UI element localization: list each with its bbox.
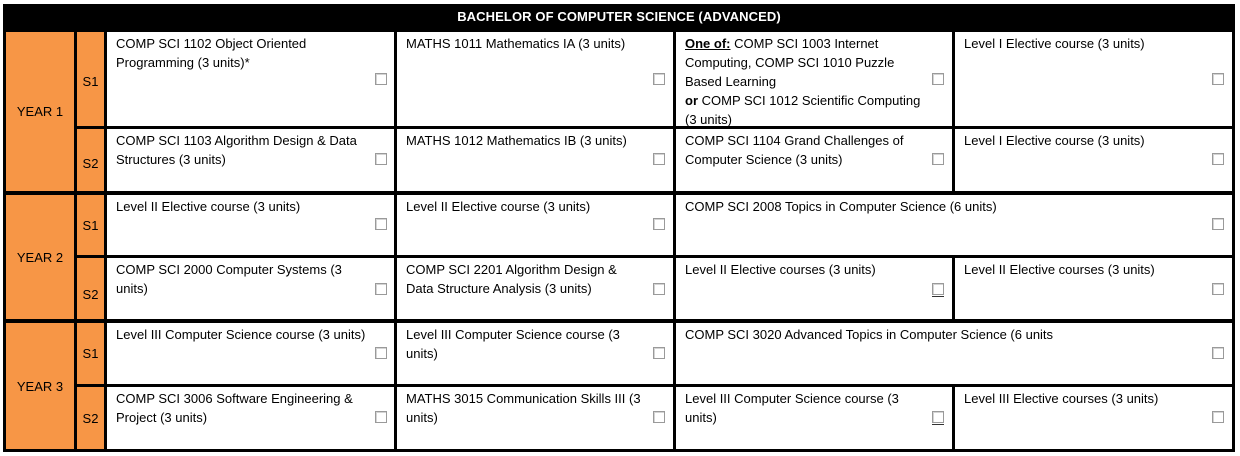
semester-label: S2	[77, 258, 104, 319]
course-checkbox[interactable]	[653, 347, 665, 359]
course-checkbox[interactable]	[932, 283, 944, 295]
choice-prefix: One of:	[685, 36, 731, 51]
course-cell	[955, 387, 1232, 449]
course-label: COMP SCI 1104 Grand Challenges of Computer Science (3 units)	[685, 133, 904, 167]
year-label-2: YEAR 2	[6, 195, 74, 319]
course-checkbox[interactable]	[375, 347, 387, 359]
course-cell	[955, 32, 1232, 126]
study-plan-table	[3, 4, 1235, 452]
course-checkbox[interactable]	[1212, 153, 1224, 165]
course-label: Level II Elective course (3 units)	[406, 199, 591, 214]
course-cell	[397, 323, 673, 384]
course-option-text: COMP SCI 1003 Internet Computing, COMP SCI 1010 Puzzle Based Learning	[685, 36, 895, 89]
course-label: COMP SCI 1102 Object Oriented Programming (3 units)*	[116, 36, 307, 70]
course-cell	[676, 387, 952, 449]
semester-label: S1	[77, 323, 104, 384]
course-checkbox[interactable]	[375, 283, 387, 295]
course-checkbox[interactable]	[1212, 411, 1224, 423]
course-label: Level III Computer Science course (3 units)	[116, 327, 366, 342]
course-checkbox[interactable]	[1212, 347, 1224, 359]
year-label-1: YEAR 1	[6, 32, 74, 191]
course-cell	[397, 195, 673, 255]
course-cell	[676, 129, 952, 191]
course-label: COMP SCI 2000 Computer Systems (3 units)	[116, 262, 342, 296]
year-label-3: YEAR 3	[6, 323, 74, 449]
semester-label: S2	[77, 129, 104, 191]
course-label: Level II Elective courses (3 units)	[685, 262, 876, 277]
course-label: MATHS 1011 Mathematics IA (3 units)	[406, 36, 626, 51]
course-label: Level III Computer Science course (3 units)	[685, 391, 899, 425]
course-option-text: COMP SCI 1012 Scientific Computing (3 units)	[685, 93, 921, 127]
semester-label: S1	[77, 32, 104, 126]
course-cell	[107, 32, 394, 126]
course-cell	[397, 387, 673, 449]
course-checkbox[interactable]	[375, 73, 387, 85]
course-cell	[107, 387, 394, 449]
course-checkbox[interactable]	[653, 411, 665, 423]
course-checkbox[interactable]	[375, 218, 387, 230]
course-label: COMP SCI 3006 Software Engineering & Project (3 units)	[116, 391, 353, 425]
course-cell	[397, 32, 673, 126]
course-label: COMP SCI 2201 Algorithm Design & Data Structure Analysis (3 units)	[406, 262, 617, 296]
course-checkbox[interactable]	[1212, 73, 1224, 85]
course-cell	[397, 129, 673, 191]
course-cell	[676, 195, 1232, 255]
course-checkbox[interactable]	[375, 153, 387, 165]
course-cell	[107, 258, 394, 319]
course-label: COMP SCI 1103 Algorithm Design & Data Structures (3 units)	[116, 133, 357, 167]
semester-label: S1	[77, 195, 104, 255]
course-cell	[676, 323, 1232, 384]
course-cell	[107, 195, 394, 255]
course-cell	[955, 129, 1232, 191]
course-label: Level II Elective courses (3 units)	[964, 262, 1155, 277]
course-label: COMP SCI 3020 Advanced Topics in Computer Science (6 units	[685, 327, 1054, 342]
course-checkbox[interactable]	[653, 283, 665, 295]
course-cell	[955, 258, 1232, 319]
course-label: Level III Elective courses (3 units)	[964, 391, 1159, 406]
course-cell	[676, 32, 952, 126]
course-cell	[107, 129, 394, 191]
course-label: COMP SCI 2008 Topics in Computer Science (6 units)	[685, 199, 997, 214]
course-label: MATHS 3015 Communication Skills III (3 units)	[406, 391, 641, 425]
course-checkbox[interactable]	[1212, 218, 1224, 230]
course-checkbox[interactable]	[375, 411, 387, 423]
course-label	[685, 34, 946, 129]
course-label: MATHS 1012 Mathematics IB (3 units)	[406, 133, 627, 148]
semester-label: S2	[77, 387, 104, 449]
page-title: BACHELOR OF COMPUTER SCIENCE (ADVANCED)	[3, 4, 1235, 29]
choice-or-word: or	[685, 93, 698, 108]
course-checkbox[interactable]	[932, 153, 944, 165]
course-label: Level I Elective course (3 units)	[964, 36, 1145, 51]
course-cell	[107, 323, 394, 384]
course-checkbox[interactable]	[653, 73, 665, 85]
course-checkbox[interactable]	[932, 411, 944, 423]
course-checkbox[interactable]	[653, 153, 665, 165]
course-label: Level II Elective course (3 units)	[116, 199, 301, 214]
course-label: Level I Elective course (3 units)	[964, 133, 1145, 148]
course-label: Level III Computer Science course (3 units)	[406, 327, 620, 361]
course-cell	[676, 258, 952, 319]
course-checkbox[interactable]	[932, 73, 944, 85]
course-cell	[397, 258, 673, 319]
course-checkbox[interactable]	[1212, 283, 1224, 295]
course-checkbox[interactable]	[653, 218, 665, 230]
